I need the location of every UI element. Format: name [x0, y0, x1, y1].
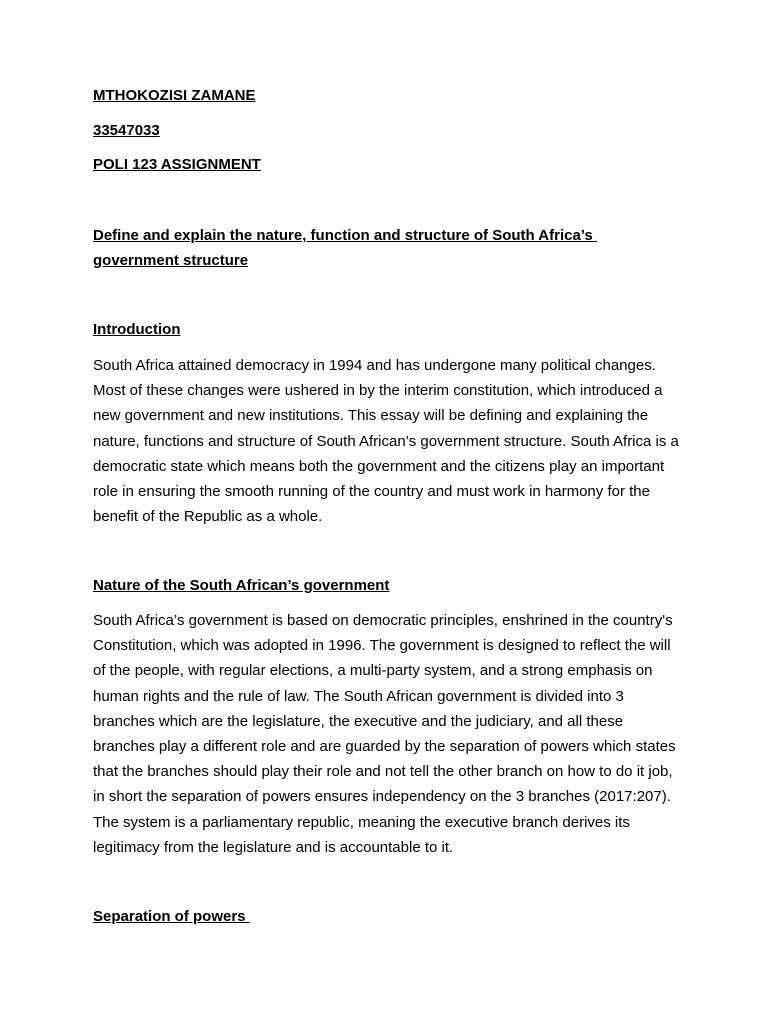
student-number: 33547033 [93, 122, 160, 139]
separation-heading: Separation of powers [93, 908, 250, 925]
course-title: POLI 123 ASSIGNMENT [93, 156, 261, 173]
nature-paragraph: South Africa’s government is based on democratic principles, enshrined in the country's Constitution, which was adopted in 1996. The government is designed to reflect the will of the people, with regular elections, a multi-party system, and a strong emphasis on human rights and the rule of law. The South African government is divided into 3 branches which are the legislature, the executive and the judiciary, and all these branches play a different role and are guarded by the separation of powers which states that the branches should play their role and not tell the other branch on how to do it job, in short the separation of powers ensures independency on the 3 branches (2017:207). The system is a parliamentary republic, meaning the executive branch derives its legitimacy from the legislature and is accountable to it. [93, 612, 676, 856]
question-line-1: Define and explain the nature, function and structure of South Africa’s [93, 227, 597, 244]
nature-heading: Nature of the South African’s government [93, 577, 390, 594]
question-heading [93, 223, 678, 273]
author-name: MTHOKOZISI ZAMANE [93, 87, 256, 104]
introduction-heading: Introduction [93, 321, 181, 338]
introduction-paragraph: South Africa attained democracy in 1994 and has undergone many political changes. Most of these changes were ushered in by the interim constitution, which introduced a new government and new institutions. This essay will be defining and explaining the nature, functions and structure of South African’s government structure. South Africa is a democratic state which means both the government and the citizens play an important role in ensuring the smooth running of the country and must work in harmony for the benefit of the Republic as a whole. [93, 357, 679, 526]
question-line-2: government structure [93, 252, 249, 269]
